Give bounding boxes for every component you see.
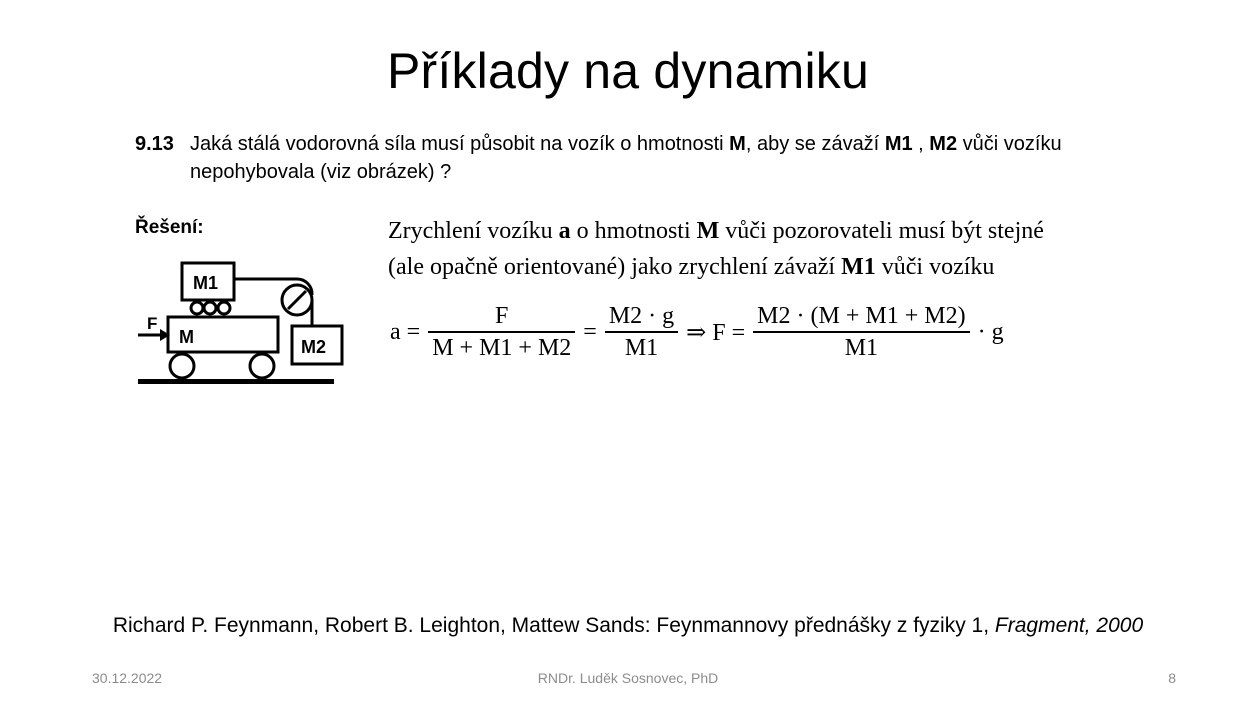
fraction-denominator: M1 [624,334,659,361]
reference-citation [0,614,1256,638]
explanation-text: (ale opačně orientované) jako zrychlení závaží [388,254,842,280]
explanation-text: vůči pozorovateli musí být stejné [719,218,1044,244]
fraction-numerator: M2 · g [608,303,675,330]
cart-pulley-figure [135,255,350,390]
mass-symbol: M [696,218,720,244]
solution-explanation [388,213,1148,285]
ground-line [138,379,334,384]
problem-text-3: , [912,133,930,155]
mass-m1-symbol: M1 [841,254,876,280]
footer-author: RNDr. Luděk Sosnovec, PhD [537,670,719,686]
acceleration-symbol: a [558,218,571,244]
problem-text-4: vůči vozíku [957,133,1062,155]
formula-fraction-3 [753,301,969,363]
mass-M1: M1 [884,133,913,155]
problem-text-1: Jaká stálá vodorovná síla musí působit na vozík o hmotnosti [190,133,730,155]
reference-text: Richard P. Feynmann, Robert B. Leighton, Mattew Sands: Feynmannovy přednášky z fyziky 1, [112,614,995,637]
formula-tail: · g [977,318,1004,345]
formula-lhs: a = [390,318,421,345]
mass-M2: M2 [929,133,958,155]
explanation-line-2 [388,249,1148,285]
cart-wheel-left [170,354,194,378]
explanation-text: vůči vozíku [875,254,995,280]
formula-implies: ⇒ F = [686,319,746,346]
explanation-text: o hmotnosti [570,218,697,244]
problem-statement [135,130,1165,186]
fraction-denominator: M + M1 + M2 [432,334,572,361]
fraction-numerator: F [495,303,509,330]
formula-equals: = [583,318,597,345]
footer-page-number: 8 [1168,670,1176,686]
fraction-denominator: M1 [844,334,879,361]
m1-wheel-left [191,302,203,314]
problem-text-2: , aby se závaží [745,133,885,155]
slide-title: Příklady na dynamiku [386,43,869,99]
footer-date: 30.12.2022 [92,670,163,686]
problem-number: 9.13 [135,133,174,155]
mass-M: M [729,133,746,155]
m1-wheel-center [204,302,216,314]
solution-label: Řešení: [135,217,204,238]
cart-label: M [179,327,194,347]
reference-publisher: Fragment, 2000 [994,614,1144,637]
solution-formula [388,292,1006,372]
force-label: F [147,314,158,333]
fraction-numerator: M2 · (M + M1 + M2) [757,303,966,330]
formula-fraction-2 [605,301,678,363]
block-m2-label: M2 [301,337,327,357]
cart-wheel-right [250,354,274,378]
explanation-text: Zrychlení vozíku [388,218,559,244]
problem-line-2: nepohybovala (viz obrázek) ? [190,161,452,183]
explanation-line-1 [388,213,1148,249]
formula-fraction-1 [428,301,575,363]
block-m1-label: M1 [193,273,219,293]
problem-line-1 [135,130,1165,158]
m1-wheel-right [218,302,230,314]
